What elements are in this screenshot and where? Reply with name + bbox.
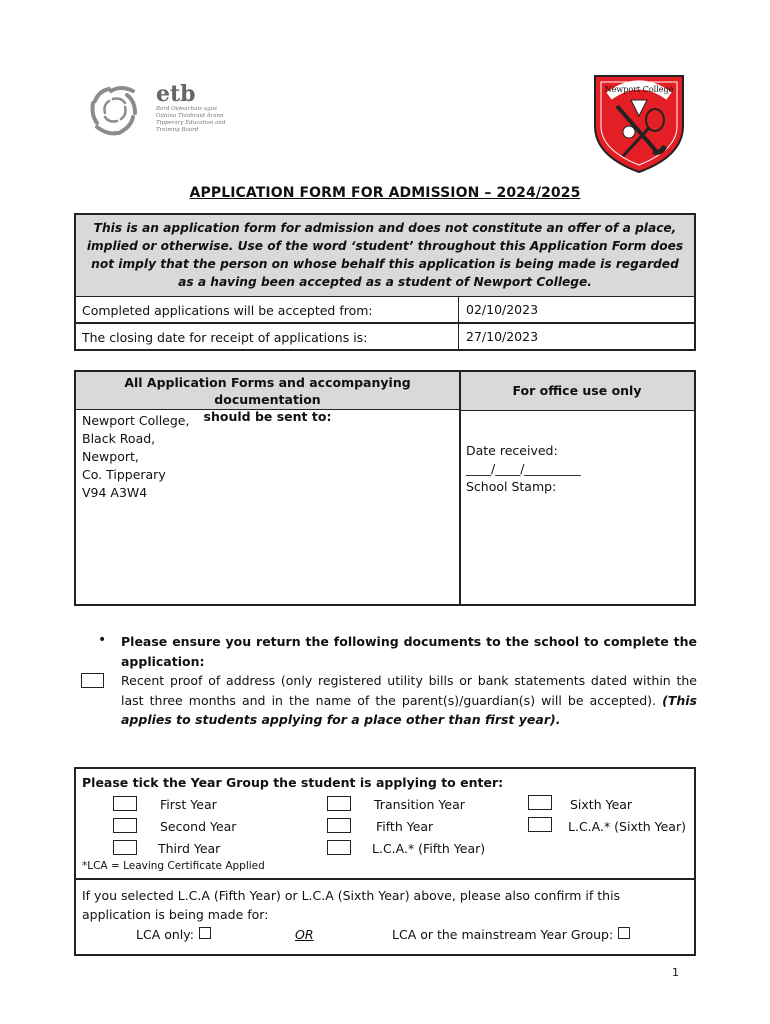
etb-sub-line: Oiliúna Thiobraid Árann: [156, 113, 224, 119]
etb-wordmark: [156, 82, 225, 134]
documents-heading: Please ensure you return the following documents to the school to complete the application:: [121, 634, 697, 669]
address-line: V94 A3W4: [82, 485, 148, 500]
office-use-heading: For office use only: [460, 372, 694, 411]
etb-swirl-icon: [84, 82, 146, 140]
address-line: Newport,: [82, 449, 139, 464]
fifth-year-checkbox[interactable]: [327, 818, 351, 833]
third-year-checkbox[interactable]: [113, 840, 137, 855]
closing-date-row: [76, 324, 694, 351]
lca-only-checkbox[interactable]: [199, 927, 211, 939]
lca-fifth-year-checkbox[interactable]: [327, 840, 351, 855]
etb-sub-line: Training Board: [156, 127, 199, 133]
or-text: OR: [295, 927, 314, 942]
lca-fifth-year-label: L.C.A.* (Fifth Year): [372, 841, 486, 856]
disclaimer-text: This is an application form for admission and does not constitute an offer of a place, implied or otherwise. Use of the word ‘student’ throughout this Application Form does not imply that the person on whose behalf this application is being made is regarded as a having been accepted as a student of Newport College.: [76, 215, 694, 297]
lca-sixth-year-checkbox[interactable]: [528, 817, 552, 832]
etb-logo: [84, 82, 229, 142]
applications-open-row: [76, 297, 694, 324]
open-date-value: 02/10/2023: [466, 302, 539, 317]
etb-sub-line: Tipperary Education and: [156, 120, 226, 126]
transition-year-label: Transition Year: [374, 797, 465, 812]
lca-sixth-year-label: L.C.A.* (Sixth Year): [568, 819, 686, 834]
third-year-label: Third Year: [158, 841, 221, 856]
date-received-field[interactable]: ____/____/_________: [466, 461, 581, 476]
sixth-year-checkbox[interactable]: [528, 795, 552, 810]
address-line: Co. Tipperary: [82, 467, 166, 482]
documents-section: [121, 632, 697, 730]
lca-only-label: LCA only:: [136, 927, 194, 942]
send-to-heading-line: should be sent to:: [203, 409, 332, 424]
crest-text: Newport College: [604, 85, 674, 94]
newport-college-crest-icon: [591, 70, 687, 174]
lca-footnote: *LCA = Leaving Certificate Applied: [82, 860, 265, 872]
proof-of-address-note: (This applies to students applying for a place other than first year).: [121, 692, 697, 727]
address-line: Newport College,: [82, 413, 190, 428]
bullet-icon: •: [98, 632, 107, 648]
form-title: APPLICATION FORM FOR ADMISSION – 2024/2025: [189, 185, 581, 201]
fifth-year-label: Fifth Year: [376, 819, 434, 834]
school-stamp-label: School Stamp:: [466, 479, 557, 494]
proof-of-address-checkbox[interactable]: [81, 673, 104, 688]
etb-name: etb: [156, 81, 196, 107]
date-received-label: Date received:: [466, 443, 558, 458]
close-date-value: 27/10/2023: [466, 329, 539, 344]
close-date-label: The closing date for receipt of applications is:: [82, 330, 368, 345]
school-address: [82, 412, 189, 502]
transition-year-checkbox[interactable]: [327, 796, 351, 811]
sixth-year-label: Sixth Year: [570, 797, 633, 812]
lca-confirm-text: If you selected L.C.A (Fifth Year) or L.C.A (Sixth Year) above, please also confirm if this application is being made for:: [82, 888, 621, 922]
first-year-label: First Year: [160, 797, 217, 812]
year-group-table: [74, 767, 696, 956]
intro-table: [74, 213, 696, 351]
year-group-heading: Please tick the Year Group the student is applying to enter:: [82, 775, 504, 790]
page-number: 1: [672, 966, 679, 979]
address-office-table: [74, 370, 696, 606]
lca-only-option[interactable]: [136, 927, 211, 942]
office-use-area: [466, 442, 581, 496]
open-date-label: Completed applications will be accepted from:: [82, 303, 373, 318]
second-year-checkbox[interactable]: [113, 818, 137, 833]
second-year-label: Second Year: [160, 819, 237, 834]
proof-of-address-text: Recent proof of address (only registered utility bills or bank statements dated within the last three months and in the name of the parent(s)/guardian(s) will be accepted).: [121, 673, 697, 708]
first-year-checkbox[interactable]: [113, 796, 137, 811]
lca-or-mainstream-label: LCA or the mainstream Year Group:: [392, 927, 614, 942]
address-line: Black Road,: [82, 431, 156, 446]
lca-or-mainstream-checkbox[interactable]: [618, 927, 630, 939]
lca-or-mainstream-option[interactable]: [392, 927, 630, 942]
etb-sub-line: Bord Oideachais agus: [156, 106, 217, 112]
send-to-heading-line: All Application Forms and accompanying documentation: [124, 375, 411, 407]
